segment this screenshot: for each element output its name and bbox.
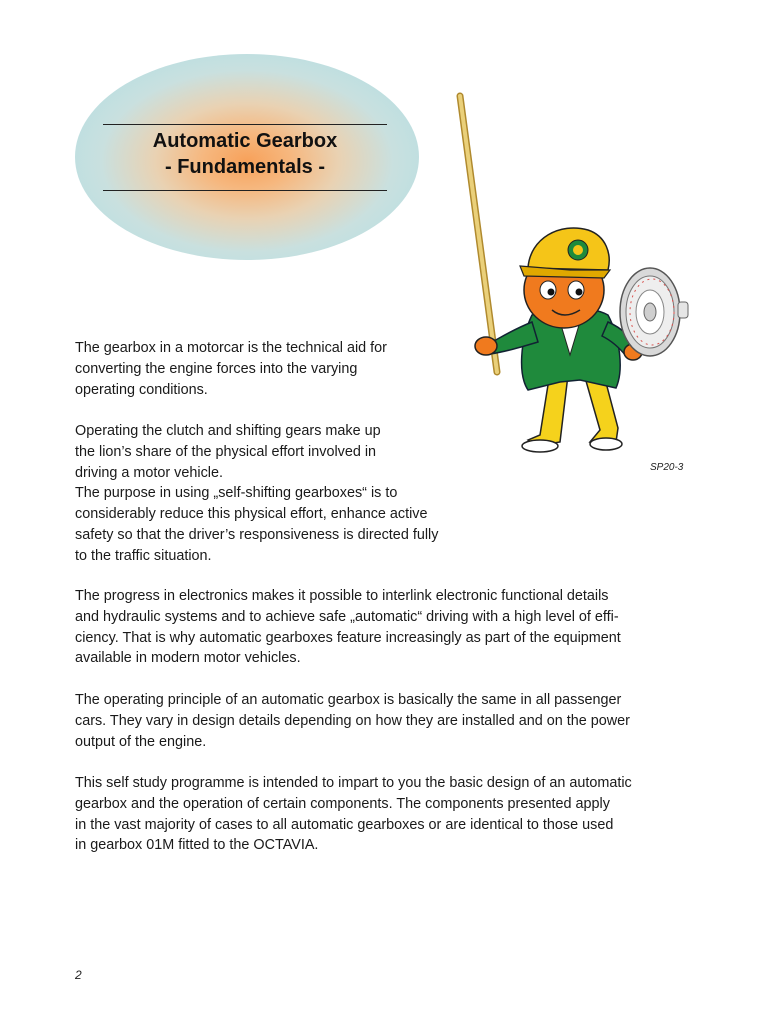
paragraph-3	[75, 586, 621, 669]
paragraph-line: driving a motor vehicle.	[75, 464, 223, 481]
paragraph-4	[75, 690, 630, 752]
paragraph-1	[75, 338, 387, 400]
paragraph-line: The progress in electronics makes it possible to interlink electronic functional details	[75, 588, 609, 604]
title-rule-top	[103, 124, 387, 125]
mascot-with-pointer-and-gear-icon	[440, 90, 700, 460]
paragraph-line: considerably reduce this physical effort, enhance active	[75, 506, 428, 523]
paragraph-line: available in modern motor vehicles.	[75, 650, 301, 667]
paragraph-line: gearbox and the operation of certain components. The components presented apply	[75, 795, 610, 812]
paragraph-line: and hydraulic systems and to achieve safe „automatic“ driving with a high level of effi-	[75, 608, 619, 625]
paragraph-line: safety so that the driver’s responsiveness is directed fully	[75, 526, 439, 543]
title-rule-bottom	[103, 190, 387, 191]
paragraph-2	[75, 421, 438, 567]
paragraph-line: This self study programme is intended to impart to you the basic design of an automatic	[75, 775, 632, 791]
page-title	[103, 128, 387, 180]
paragraph-line: Operating the clutch and shifting gears make up	[75, 423, 381, 439]
paragraph-line: converting the engine forces into the varying	[75, 360, 358, 377]
paragraph-line: The purpose in using „self-shifting gearboxes“ is to	[75, 485, 398, 502]
figure-label: SP20-3	[650, 462, 684, 473]
page-number: 2	[75, 968, 82, 982]
paragraph-line: cars. They vary in design details depending on how they are installed and on the power	[75, 712, 630, 729]
paragraph-line: output of the engine.	[75, 733, 207, 750]
paragraph-line: to the traffic situation.	[75, 547, 212, 564]
paragraph-5	[75, 773, 632, 856]
paragraph-line: ciency. That is why automatic gearboxes feature increasingly as part of the equipment	[75, 629, 621, 646]
paragraph-line: in gearbox 01M fitted to the OCTAVIA.	[75, 837, 319, 854]
paragraph-line: operating conditions.	[75, 381, 208, 398]
paragraph-line: The operating principle of an automatic gearbox is basically the same in all passenger	[75, 692, 622, 708]
paragraph-line: the lion’s share of the physical effort involved in	[75, 443, 377, 460]
page-title-line-1: Automatic Gearbox	[152, 130, 338, 152]
paragraph-line: in the vast majority of cases to all automatic gearboxes or are identical to those used	[75, 816, 614, 833]
paragraph-line: The gearbox in a motorcar is the technical aid for	[75, 340, 387, 356]
page-title-line-2: - Fundamentals -	[164, 156, 325, 178]
